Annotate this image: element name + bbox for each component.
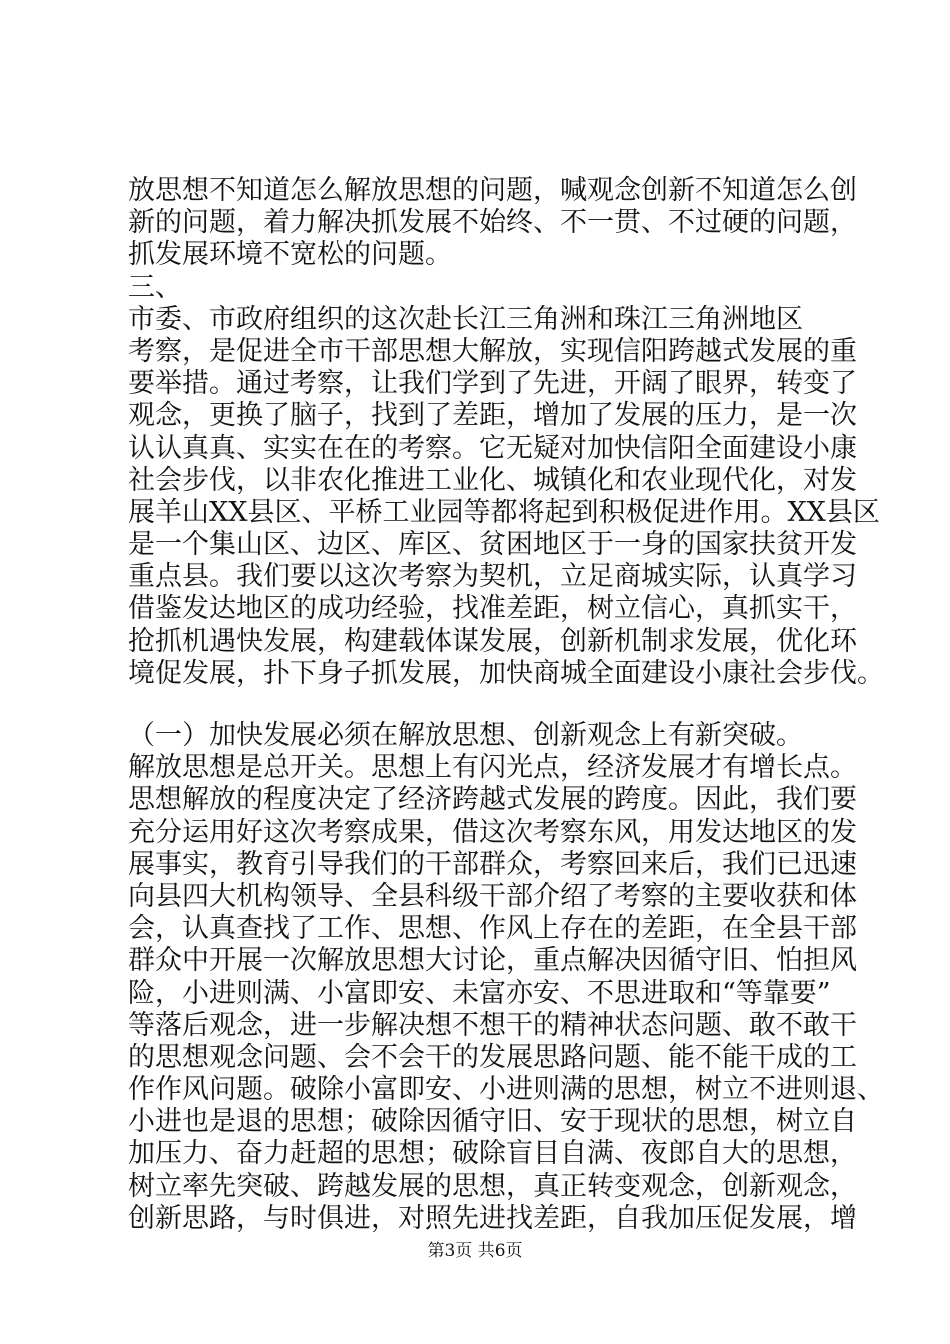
text-line: 借鉴发达地区的成功经验，找准差距，树立信心，真抓实干，	[128, 593, 857, 625]
paragraph-spacer	[128, 690, 844, 720]
page-footer: 第3页 共6页	[427, 1241, 523, 1261]
text-line: 境促发展，扑下身子抓发展，加快商城全面建设小康社会步伐。	[128, 657, 884, 689]
text-line: 市委、市政府组织的这次赴长江三角洲和珠江三角洲地区	[128, 303, 803, 335]
text-line: 充分运用好这次考察成果，借这次考察东风，用发达地区的发	[128, 816, 857, 848]
text-line: 小进也是退的思想；破除因循守旧、安于现状的思想，树立自	[128, 1106, 857, 1138]
text-line: 等落后观念，进一步解决想不想干的精神状态问题、敢不敢干	[128, 1009, 857, 1041]
text-line: 展羊山XX县区、平桥工业园等都将起到积极促进作用。XX县区	[128, 496, 880, 528]
text-line: 抓发展环境不宽松的问题。	[128, 239, 452, 271]
text-line: 向县四大机构领导、全县科级干部介绍了考察的主要收获和体	[128, 880, 857, 912]
text-line: 创新思路，与时俱进，对照先进找差距，自我加压促发展，增	[128, 1202, 857, 1234]
text-line: 险，小进则满、小富即安、未富亦安、不思进取和“等靠要”	[128, 977, 831, 1009]
text-line: 考察，是促进全市干部思想大解放，实现信阳跨越式发展的重	[128, 335, 857, 367]
text-line: （一）加快发展必须在解放思想、创新观念上有新突破。	[128, 720, 803, 751]
paragraph-block-1	[128, 175, 884, 690]
text-line: 作作风问题。破除小富即安、小进则满的思想，树立不进则退、	[128, 1074, 884, 1106]
text-line: 观念，更换了脑子，找到了差距，增加了发展的压力，是一次	[128, 400, 857, 432]
paragraph-block-2	[128, 720, 884, 1235]
text-line: 要举措。通过考察，让我们学到了先进，开阔了眼界，转变了	[128, 368, 857, 400]
text-line: 三、	[128, 271, 182, 303]
text-line: 展事实，教育引导我们的干部群众，考察回来后，我们已迅速	[128, 848, 857, 880]
text-line: 社会步伐，以非农化推进工业化、城镇化和农业现代化，对发	[128, 464, 857, 496]
text-line: 的思想观念问题、会不会干的发展思路问题、能不能干成的工	[128, 1041, 857, 1073]
text-line: 新的问题，着力解决抓发展不始终、不一贯、不过硬的问题，	[128, 207, 857, 239]
text-line: 认认真真、实实在在的考察。它无疑对加快信阳全面建设小康	[128, 432, 857, 464]
text-line: 会，认真查找了工作、思想、作风上存在的差距，在全县干部	[128, 913, 857, 945]
text-line: 解放思想是总开关。思想上有闪光点，经济发展才有增长点。	[128, 752, 857, 784]
text-line: 抢抓机遇快发展，构建载体谋发展，创新机制求发展，优化环	[128, 625, 857, 657]
document-body	[128, 175, 884, 1235]
text-line: 加压力、奋力赶超的思想；破除盲目自满、夜郎自大的思想，	[128, 1138, 857, 1170]
text-line: 树立率先突破、跨越发展的思想，真正转变观念，创新观念，	[128, 1170, 857, 1202]
text-line: 思想解放的程度决定了经济跨越式发展的跨度。因此，我们要	[128, 784, 857, 816]
text-line: 放思想不知道怎么解放思想的问题，喊观念创新不知道怎么创	[128, 175, 857, 206]
text-line: 群众中开展一次解放思想大讨论，重点解决因循守旧、怕担风	[128, 945, 857, 977]
text-line: 是一个集山区、边区、库区、贫困地区于一身的国家扶贫开发	[128, 529, 857, 561]
text-line: 重点县。我们要以这次考察为契机，立足商城实际，认真学习	[128, 561, 857, 593]
